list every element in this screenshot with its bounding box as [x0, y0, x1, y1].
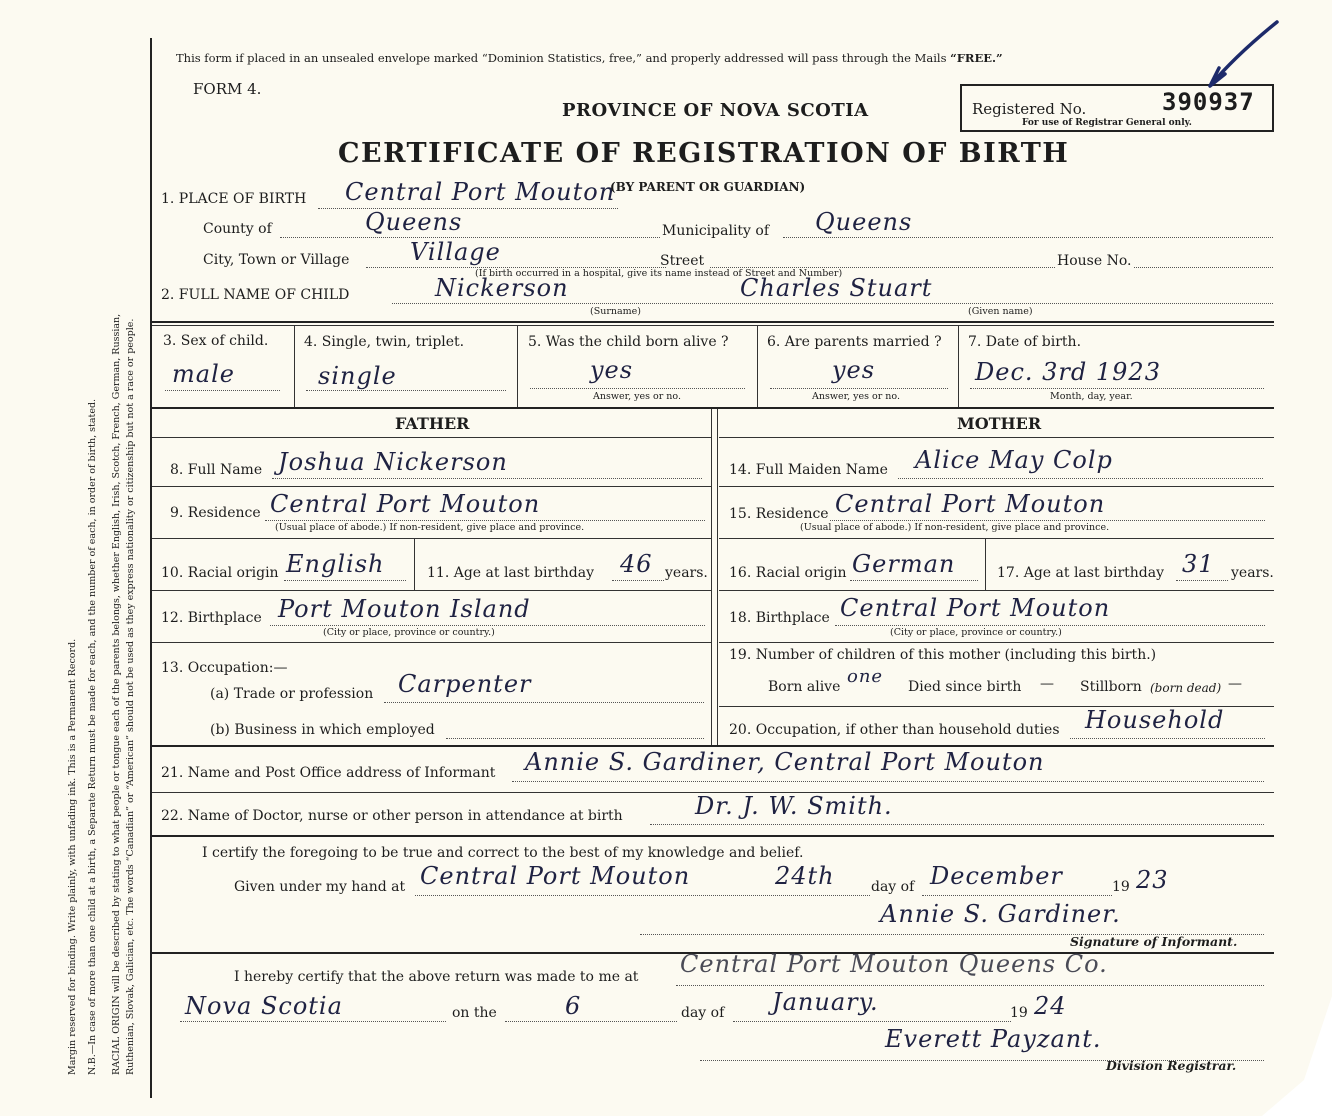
dob-note: Month, day, year.: [1050, 391, 1133, 402]
father-name-label: 8. Full Name: [170, 462, 263, 478]
given-year-prefix: 19: [1112, 879, 1130, 895]
registrar-note: For use of Registrar General only.: [1022, 118, 1192, 128]
margin-binding-note: Margin reserved for binding. Write plainly, with unfading ink. This is a Permanent Record.: [67, 638, 78, 1075]
father-birthplace-note: (City or place, province or country.): [323, 627, 495, 638]
row-3-bottom-rule: [152, 407, 1274, 409]
dob-label: 7. Date of birth.: [968, 334, 1082, 350]
father-birthplace-value: Port Mouton Island: [278, 595, 531, 623]
father-heading-rule: [152, 437, 711, 438]
mother-occupation-line: [1070, 738, 1265, 739]
county-value: Queens: [365, 208, 463, 236]
mother-heading: MOTHER: [957, 414, 1042, 433]
child-name-label: 2. FULL NAME OF CHILD: [161, 287, 350, 303]
parent-divider-left: [711, 409, 712, 745]
margin-multiple-birth-note: N.B.—In case of more than one child at a birth, a Separate Return must be made for each, and the number of each, in order of birth, stated.: [87, 398, 98, 1075]
sex-line: [165, 390, 280, 391]
binding-margin-line: [150, 38, 152, 1098]
registered-label: Registered No.: [972, 100, 1087, 118]
mother-birthplace-line: [835, 625, 1265, 626]
registrar-signature: Everett Payzant.: [885, 1025, 1102, 1053]
father-age-line: [612, 580, 664, 581]
stillborn-label: Stillborn: [1080, 679, 1142, 695]
father-racial-label: 10. Racial origin: [161, 565, 279, 581]
hospital-note: (If birth occurred in a hospital, give its name instead of Street and Number): [475, 268, 843, 279]
married-note: Answer, yes or no.: [812, 391, 901, 402]
given-year-value: 23: [1136, 866, 1169, 894]
mother-birthplace-note: (City or place, province or country.): [890, 627, 1062, 638]
child-surname-value: Nickerson: [435, 274, 569, 302]
father-heading: FATHER: [395, 414, 470, 433]
given-month-value: December: [930, 862, 1063, 890]
mother-racial-value: German: [852, 550, 956, 578]
divider-10-11: [414, 538, 415, 590]
father-trade-value: Carpenter: [398, 670, 532, 698]
father-residence-value: Central Port Mouton: [270, 490, 541, 518]
father-racial-value: English: [286, 550, 385, 578]
alive-label: 5. Was the child born alive ?: [528, 334, 729, 350]
mother-racial-label: 16. Racial origin: [729, 565, 847, 581]
row-9-rule: [152, 538, 711, 539]
county-label: County of: [203, 221, 272, 237]
certify-statement: I certify the foregoing to be true and correct to the best of my knowledge and belief.: [202, 845, 804, 861]
mother-residence-value: Central Port Mouton: [835, 490, 1106, 518]
row-14-rule: [719, 486, 1274, 487]
row-12-rule: [152, 642, 711, 643]
house-line: [1134, 267, 1273, 268]
row-22-rule: [152, 835, 1274, 837]
dob-value: Dec. 3rd 1923: [975, 358, 1161, 386]
dob-line: [970, 388, 1264, 389]
born-alive-value: one: [847, 666, 884, 687]
given-day-of-label: day of: [871, 879, 915, 895]
father-birthplace-label: 12. Birthplace: [161, 610, 262, 626]
father-residence-line: [265, 520, 705, 521]
father-birthplace-line: [270, 625, 705, 626]
father-name-value: Joshua Nickerson: [278, 448, 508, 476]
mother-name-value: Alice May Colp: [915, 446, 1113, 474]
alive-line: [530, 388, 745, 389]
mother-age-line: [1176, 580, 1228, 581]
municipality-line: [783, 237, 1273, 238]
given-month-line: [922, 895, 1112, 896]
doctor-line: [650, 824, 1264, 825]
sex-label: 3. Sex of child.: [163, 333, 269, 349]
postal-note: [176, 51, 1003, 65]
given-label: Given under my hand at: [234, 879, 406, 895]
margin-racial-origin-note-1: RACIAL ORIGIN will be described by stating to what people or tongue each of the parents belongs, whether English, Irish, Scotch, French, German, Russian,: [111, 313, 122, 1075]
municipality-value: Queens: [815, 208, 913, 236]
registered-number: 390937: [1162, 88, 1255, 116]
province-heading: PROVINCE OF NOVA SCOTIA: [562, 100, 869, 121]
doctor-value: Dr. J. W. Smith.: [695, 792, 893, 820]
father-age-label: 11. Age at last birthday: [427, 565, 595, 581]
place-of-birth-line: [318, 208, 618, 209]
registrar-year-prefix: 19: [1010, 1005, 1028, 1021]
registrar-place-line: [676, 985, 1264, 986]
married-value: yes: [832, 356, 876, 384]
registrar-day-line: [505, 1021, 677, 1022]
single-line: [306, 390, 506, 391]
single-label: 4. Single, twin, triplet.: [304, 334, 465, 350]
mother-years-label: years.: [1231, 565, 1274, 581]
stillborn-note: (born dead): [1150, 681, 1222, 695]
child-name-line: [392, 303, 1273, 304]
mother-abode-note: (Usual place of abode.) If non-resident, give place and province.: [800, 522, 1110, 533]
registrar-place-value: Central Port Mouton Queens Co.: [680, 950, 1108, 978]
divider-5-6: [757, 325, 758, 407]
father-trade-label: (a) Trade or profession: [210, 686, 374, 702]
row-16-rule: [719, 590, 1274, 591]
father-business-line: [446, 738, 704, 739]
mother-age-label: 17. Age at last birthday: [997, 565, 1165, 581]
registrar-day-value: 6: [565, 992, 582, 1020]
mother-birthplace-label: 18. Birthplace: [729, 610, 830, 626]
father-name-line: [272, 478, 702, 479]
given-day-value: 24th: [775, 862, 835, 890]
certificate-title: CERTIFICATE OF REGISTRATION OF BIRTH: [338, 138, 1070, 169]
father-age-value: 46: [620, 550, 653, 578]
died-label: Died since birth: [908, 679, 1022, 695]
by-parent-note: (BY PARENT OR GUARDIAN): [610, 180, 806, 194]
row-8-rule: [152, 486, 711, 487]
form-number: FORM 4.: [193, 80, 262, 98]
informant-signature-label: Signature of Informant.: [1070, 934, 1238, 949]
place-of-birth-label: 1. PLACE OF BIRTH: [161, 191, 307, 207]
row-10-rule: [152, 590, 711, 591]
mother-occupation-value: Household: [1085, 706, 1225, 734]
mother-residence-label: 15. Residence: [729, 506, 829, 522]
mother-occupation-label: 20. Occupation, if other than household duties: [729, 722, 1060, 738]
registrar-on-the-label: on the: [452, 1005, 497, 1021]
row-15-rule: [719, 538, 1274, 539]
registrar-month-value: January.: [772, 988, 879, 1016]
row-3-top-rule-2: [152, 325, 1274, 326]
place-of-birth-value: Central Port Mouton: [345, 178, 616, 206]
informant-line: [512, 781, 1264, 782]
surname-note: (Surname): [590, 306, 641, 317]
postal-note-free: “FREE.”: [950, 51, 1003, 65]
father-abode-note: (Usual place of abode.) If non-resident, give place and province.: [275, 522, 585, 533]
mother-name-line: [898, 478, 1263, 479]
born-alive-label: Born alive: [768, 679, 841, 695]
married-label: 6. Are parents married ?: [767, 334, 942, 350]
mother-residence-line: [830, 520, 1265, 521]
father-years-label: years.: [665, 565, 708, 581]
stillborn-value: —: [1228, 676, 1242, 692]
parents-bottom-rule: [152, 745, 1274, 747]
row-3-top-rule: [152, 321, 1274, 323]
registrar-year-value: 24: [1034, 992, 1067, 1020]
registrar-statement: I hereby certify that the above return was made to me at: [234, 969, 639, 985]
mother-name-label: 14. Full Maiden Name: [729, 462, 888, 478]
informant-label: 21. Name and Post Office address of Informant: [161, 765, 496, 781]
single-value: single: [318, 362, 397, 390]
father-trade-line: [384, 702, 704, 703]
mother-heading-rule: [719, 437, 1274, 438]
registrar-province-line: [180, 1021, 446, 1022]
divider-4-5: [517, 325, 518, 407]
mother-birthplace-value: Central Port Mouton: [840, 594, 1111, 622]
registrar-month-line: [733, 1021, 1011, 1022]
father-residence-label: 9. Residence: [170, 505, 261, 521]
sex-value: male: [172, 360, 235, 388]
parent-divider-right: [717, 409, 718, 745]
registrar-signature-label: Division Registrar.: [1106, 1058, 1237, 1073]
city-value: Village: [410, 238, 501, 266]
father-racial-line: [284, 580, 406, 581]
divider-3-4: [294, 325, 295, 407]
registrar-day-of-label: day of: [681, 1005, 725, 1021]
house-label: House No.: [1057, 253, 1132, 269]
mother-age-value: 31: [1182, 550, 1215, 578]
given-place-line: [415, 895, 870, 896]
alive-note: Answer, yes or no.: [593, 391, 682, 402]
margin-racial-origin-note-2: Ruthenian, Slovak, Galician, etc. The words “Canadian” or “American” should not be used as they express nationality or citizenship but not a race or people.: [125, 318, 136, 1075]
check-mark-icon: [1205, 18, 1285, 98]
municipality-label: Municipality of: [662, 223, 770, 239]
postal-note-text: This form if placed in an unsealed envelope marked “Dominion Statistics, free,” and properly addressed will pass through the Mails: [176, 51, 951, 65]
city-label: City, Town or Village: [203, 252, 350, 268]
father-occupation-label: 13. Occupation:—: [161, 660, 288, 676]
married-line: [770, 388, 948, 389]
given-place-value: Central Port Mouton: [420, 862, 691, 890]
mother-racial-line: [850, 580, 978, 581]
father-business-label: (b) Business in which employed: [210, 722, 435, 738]
doctor-label: 22. Name of Doctor, nurse or other person in attendance at birth: [161, 808, 623, 824]
street-label: Street: [660, 253, 705, 269]
divider-6-7: [958, 325, 959, 407]
children-count-label: 19. Number of children of this mother (including this birth.): [729, 647, 1157, 663]
informant-value: Annie S. Gardiner, Central Port Mouton: [525, 748, 1045, 776]
given-name-note: (Given name): [968, 306, 1033, 317]
informant-signature: Annie S. Gardiner.: [880, 900, 1121, 928]
died-value: —: [1040, 676, 1054, 692]
registrar-province-value: Nova Scotia: [185, 992, 343, 1020]
row-18-rule: [719, 642, 1274, 643]
torn-corner: [1262, 996, 1332, 1116]
child-given-value: Charles Stuart: [740, 274, 933, 302]
divider-16-17: [985, 538, 986, 590]
alive-value: yes: [590, 356, 634, 384]
